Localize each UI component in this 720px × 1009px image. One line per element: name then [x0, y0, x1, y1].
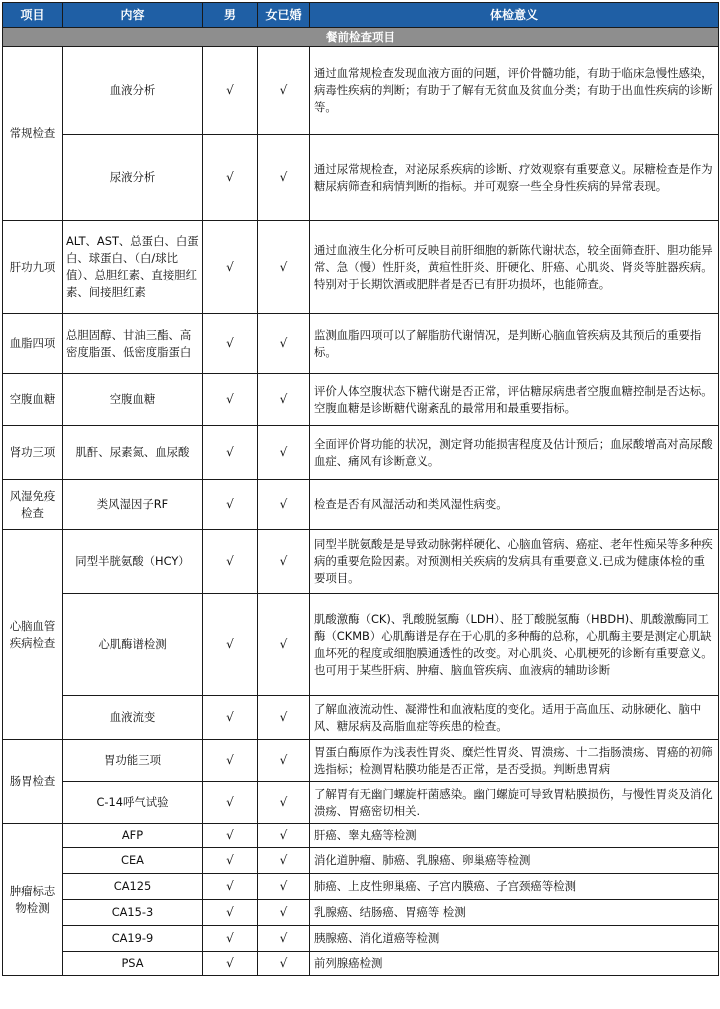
- table-row: [3, 314, 719, 374]
- female-check: √: [258, 594, 310, 696]
- table-row: [3, 221, 719, 314]
- category-lipid: 血脂四项: [3, 314, 63, 374]
- male-check: √: [203, 900, 258, 926]
- table-row: [3, 848, 719, 874]
- row-meaning: 通过尿常规检查，对泌尿系疾病的诊断、疗效观察有重要意义。尿糖检查是作为糖尿病筛查和病情判断的指标。并可观察一些全身性疾病的异常表现。: [310, 135, 719, 221]
- row-meaning: 肝癌、睾丸癌等检测: [310, 824, 719, 848]
- header-item: 项目: [3, 3, 63, 28]
- row-content: 类风湿因子RF: [63, 480, 203, 530]
- female-check: √: [258, 221, 310, 314]
- row-content: 血液流变: [63, 696, 203, 740]
- table-row: [3, 824, 719, 848]
- table-header-row: [3, 3, 719, 28]
- table-row: [3, 374, 719, 426]
- table-row: [3, 530, 719, 594]
- row-meaning: 检查是否有风湿活动和类风湿性病变。: [310, 480, 719, 530]
- row-meaning: 胰腺癌、消化道癌等检测: [310, 926, 719, 952]
- row-meaning: 消化道肿瘤、肺癌、乳腺癌、卵巢癌等检测: [310, 848, 719, 874]
- female-check: √: [258, 480, 310, 530]
- section-title: 餐前检查项目: [3, 28, 719, 47]
- row-content: CA15-3: [63, 900, 203, 926]
- row-content: CA125: [63, 874, 203, 900]
- row-content: 尿液分析: [63, 135, 203, 221]
- row-content: 血液分析: [63, 47, 203, 135]
- row-content: CA19-9: [63, 926, 203, 952]
- male-check: √: [203, 874, 258, 900]
- male-check: √: [203, 221, 258, 314]
- table-row: [3, 874, 719, 900]
- row-meaning: 同型半胱氨酸是是导致动脉粥样硬化、心脑血管病、癌症、老年性痴呆等多种疾病的重要危险因素。对预测相关疾病的发病具有重要意义.已成为健康体检的重要项目。: [310, 530, 719, 594]
- male-check: √: [203, 480, 258, 530]
- table-row: [3, 480, 719, 530]
- female-check: √: [258, 874, 310, 900]
- category-kidney: 肾功三项: [3, 426, 63, 480]
- table-row: [3, 740, 719, 782]
- table-row: [3, 900, 719, 926]
- row-meaning: 通过血常规检查发现血液方面的问题，评价骨髓功能，有助于临床急慢性感染，病毒性疾病的判断；有助于了解有无贫血及贫血分类；有助于出血性疾病的诊断等。: [310, 47, 719, 135]
- row-meaning: 前列腺癌检测: [310, 952, 719, 976]
- row-meaning: 监测血脂四项可以了解脂肪代谢情况，是判断心脑血管疾病及其预后的重要指标。: [310, 314, 719, 374]
- female-check: √: [258, 314, 310, 374]
- row-meaning: 评价人体空腹状态下糖代谢是否正常，评估糖尿病患者空腹血糖控制是否达标。空腹血糖是诊断糖代谢紊乱的最常用和最重要指标。: [310, 374, 719, 426]
- table-row: [3, 696, 719, 740]
- category-liver: 肝功九项: [3, 221, 63, 314]
- male-check: √: [203, 530, 258, 594]
- row-content: C-14呼气试验: [63, 782, 203, 824]
- male-check: √: [203, 374, 258, 426]
- category-tumor: 肿瘤标志物检测: [3, 824, 63, 976]
- female-check: √: [258, 696, 310, 740]
- table-row: [3, 135, 719, 221]
- category-glucose: 空腹血糖: [3, 374, 63, 426]
- row-meaning: 了解血液流动性、凝滞性和血液粘度的变化。适用于高血压、动脉硬化、脑中风、糖尿病及高脂血症等疾患的检查。: [310, 696, 719, 740]
- row-content: PSA: [63, 952, 203, 976]
- row-meaning: 了解胃有无幽门螺旋杆菌感染。幽门螺旋可导致胃粘膜损伤，与慢性胃炎及消化溃疡、胃癌密切相关.: [310, 782, 719, 824]
- male-check: √: [203, 740, 258, 782]
- row-content: 空腹血糖: [63, 374, 203, 426]
- male-check: √: [203, 696, 258, 740]
- section-row: [3, 28, 719, 47]
- female-check: √: [258, 426, 310, 480]
- male-check: √: [203, 314, 258, 374]
- row-content: ALT、AST、总蛋白、白蛋白、球蛋白、（白/球比值）、总胆红素、直接胆红素、间接胆红素: [63, 221, 203, 314]
- category-routine: 常规检查: [3, 47, 63, 221]
- table-row: [3, 47, 719, 135]
- category-rheumatism: 风湿免疫检查: [3, 480, 63, 530]
- header-content: 内容: [63, 3, 203, 28]
- row-meaning: 肌酸激酶（CK)、乳酸脱氢酶（LDH）、胫丁酸脱氢酶（HBDH)、肌酸激酶同工酶（CKMB）心肌酶谱是存在于心肌的多种酶的总称，心肌酶主要是测定心肌缺血坏死的程度或细胞膜通透性的改变。对心肌炎、心肌梗死的诊断有重要意义。也可用于某些肝病、肿瘤、脑血管疾病、血液病的辅助诊断: [310, 594, 719, 696]
- female-check: √: [258, 952, 310, 976]
- female-check: √: [258, 530, 310, 594]
- table-row: [3, 782, 719, 824]
- female-check: √: [258, 824, 310, 848]
- female-check: √: [258, 374, 310, 426]
- category-gastro: 肠胃检查: [3, 740, 63, 824]
- male-check: √: [203, 824, 258, 848]
- header-male: 男: [203, 3, 258, 28]
- row-content: 胃功能三项: [63, 740, 203, 782]
- row-content: CEA: [63, 848, 203, 874]
- header-female-married: 女已婚: [258, 3, 310, 28]
- female-check: √: [258, 848, 310, 874]
- male-check: √: [203, 426, 258, 480]
- male-check: √: [203, 782, 258, 824]
- male-check: √: [203, 926, 258, 952]
- category-cardiovascular: 心脑血管疾病检查: [3, 530, 63, 740]
- row-meaning: 全面评价肾功能的状况，测定肾功能损害程度及估计预后；血尿酸增高对高尿酸血症、痛风有诊断意义。: [310, 426, 719, 480]
- female-check: √: [258, 926, 310, 952]
- table-row: [3, 926, 719, 952]
- row-content: 同型半胱氨酸（HCY）: [63, 530, 203, 594]
- male-check: √: [203, 594, 258, 696]
- table-row: [3, 952, 719, 976]
- female-check: √: [258, 740, 310, 782]
- female-check: √: [258, 47, 310, 135]
- female-check: √: [258, 900, 310, 926]
- female-check: √: [258, 135, 310, 221]
- row-content: 总胆固醇、甘油三酯、高密度脂蛋、低密度脂蛋白: [63, 314, 203, 374]
- row-meaning: 肺癌、上皮性卵巢癌、子宫内膜癌、子宫颈癌等检测: [310, 874, 719, 900]
- male-check: √: [203, 135, 258, 221]
- row-content: 肌酐、尿素氮、血尿酸: [63, 426, 203, 480]
- header-meaning: 体检意义: [310, 3, 719, 28]
- exam-table: [2, 2, 719, 976]
- row-content: 心肌酶谱检测: [63, 594, 203, 696]
- female-check: √: [258, 782, 310, 824]
- row-meaning: 乳腺癌、结肠癌、胃癌等 检测: [310, 900, 719, 926]
- table-row: [3, 426, 719, 480]
- male-check: √: [203, 848, 258, 874]
- row-meaning: 通过血液生化分析可反映目前肝细胞的新陈代谢状态，较全面筛查肝、胆功能异常、急（慢）性肝炎，黄疸性肝炎、肝硬化、肝癌、心肌炎、肾炎等脏器疾病。特别对于长期饮酒或肥胖者是否已有肝功损坏，也能筛查。: [310, 221, 719, 314]
- male-check: √: [203, 952, 258, 976]
- row-content: AFP: [63, 824, 203, 848]
- row-meaning: 胃蛋白酶原作为浅表性胃炎、糜烂性胃炎、胃溃疡、十二指肠溃疡、胃癌的初筛选指标；检测胃粘膜功能是否正常，是否受损。判断患胃病: [310, 740, 719, 782]
- table-row: [3, 594, 719, 696]
- male-check: √: [203, 47, 258, 135]
